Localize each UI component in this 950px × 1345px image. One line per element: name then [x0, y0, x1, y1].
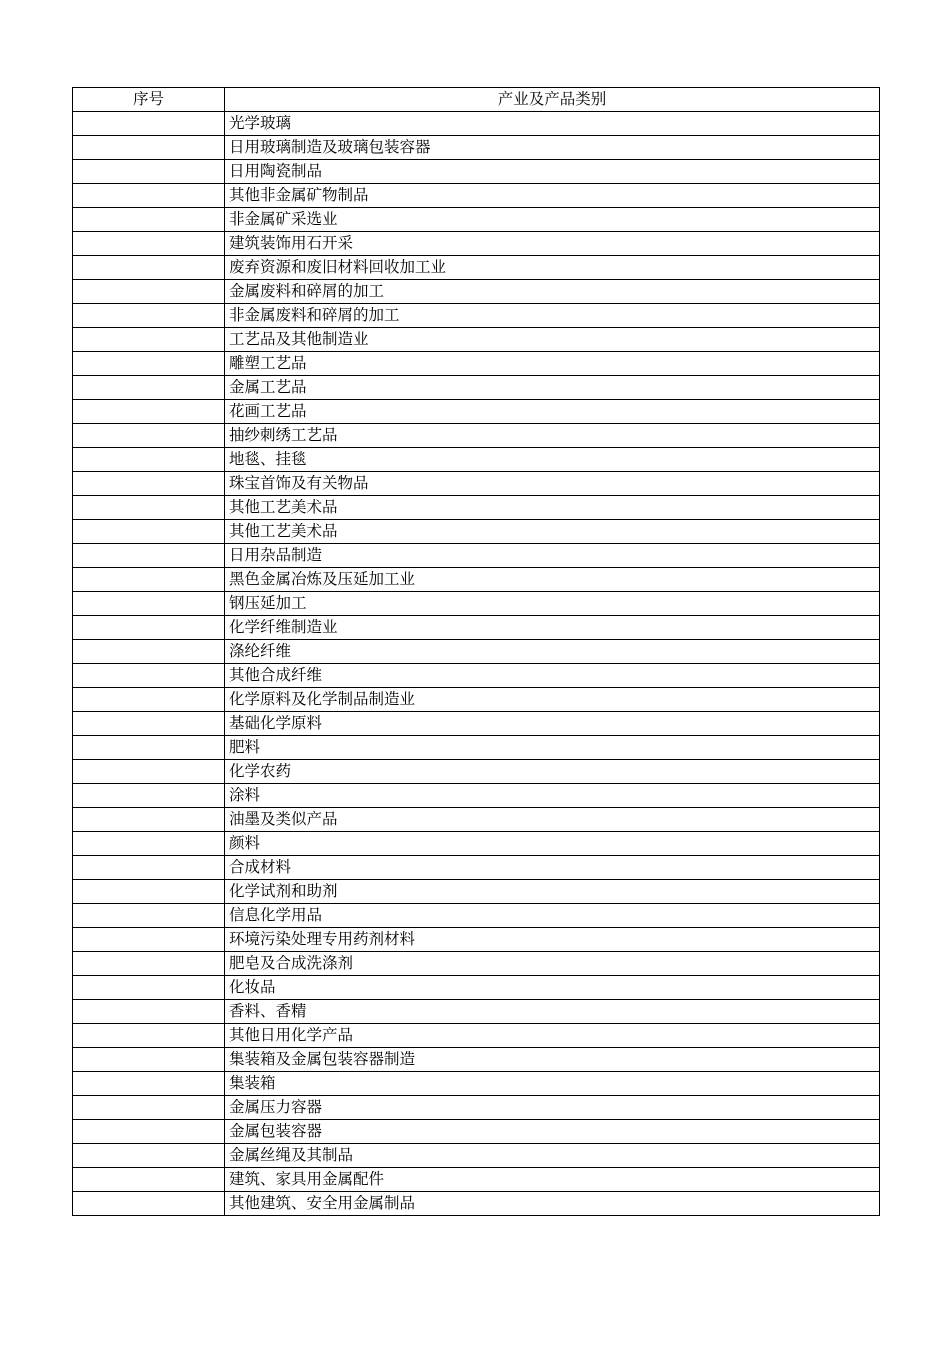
serial-number-cell: [73, 232, 225, 256]
serial-number-cell: [73, 928, 225, 952]
serial-number-cell: [73, 976, 225, 1000]
category-cell: 涂料: [225, 784, 880, 808]
category-cell: 光学玻璃: [225, 112, 880, 136]
table-row: [73, 400, 880, 424]
serial-number-cell: [73, 1192, 225, 1216]
category-cell: 化学纤维制造业: [225, 616, 880, 640]
table-row: [73, 304, 880, 328]
table-row: [73, 760, 880, 784]
table-row: [73, 328, 880, 352]
table-row: [73, 280, 880, 304]
category-cell: 集装箱及金属包装容器制造: [225, 1048, 880, 1072]
table-row: [73, 640, 880, 664]
category-cell: 珠宝首饰及有关物品: [225, 472, 880, 496]
category-cell: 油墨及类似产品: [225, 808, 880, 832]
category-cell: 金属压力容器: [225, 1096, 880, 1120]
category-cell: 化学原料及化学制品制造业: [225, 688, 880, 712]
table-row: [73, 1072, 880, 1096]
category-cell: 抽纱刺绣工艺品: [225, 424, 880, 448]
category-cell: 雕塑工艺品: [225, 352, 880, 376]
serial-number-cell: [73, 784, 225, 808]
header-serial-number: 序号: [73, 88, 225, 112]
category-cell: 非金属矿采选业: [225, 208, 880, 232]
table-row: [73, 544, 880, 568]
serial-number-cell: [73, 568, 225, 592]
category-cell: 日用杂品制造: [225, 544, 880, 568]
serial-number-cell: [73, 760, 225, 784]
category-cell: 其他工艺美术品: [225, 496, 880, 520]
table-row: [73, 568, 880, 592]
category-cell: 金属丝绳及其制品: [225, 1144, 880, 1168]
serial-number-cell: [73, 736, 225, 760]
category-cell: 基础化学原料: [225, 712, 880, 736]
table-row: [73, 712, 880, 736]
table-row: [73, 112, 880, 136]
serial-number-cell: [73, 1120, 225, 1144]
serial-number-cell: [73, 904, 225, 928]
serial-number-cell: [73, 1048, 225, 1072]
category-cell: 钢压延加工: [225, 592, 880, 616]
serial-number-cell: [73, 352, 225, 376]
serial-number-cell: [73, 688, 225, 712]
table-row: [73, 808, 880, 832]
table-row: [73, 1000, 880, 1024]
serial-number-cell: [73, 184, 225, 208]
table-row: [73, 496, 880, 520]
serial-number-cell: [73, 1024, 225, 1048]
category-cell: 香料、香精: [225, 1000, 880, 1024]
category-cell: 花画工艺品: [225, 400, 880, 424]
category-cell: 其他日用化学产品: [225, 1024, 880, 1048]
table-row: [73, 208, 880, 232]
table-body: [73, 112, 880, 1216]
category-cell: 建筑装饰用石开采: [225, 232, 880, 256]
category-cell: 日用陶瓷制品: [225, 160, 880, 184]
serial-number-cell: [73, 448, 225, 472]
header-row: [73, 88, 880, 112]
category-cell: 其他建筑、安全用金属制品: [225, 1192, 880, 1216]
serial-number-cell: [73, 856, 225, 880]
category-cell: 化学农药: [225, 760, 880, 784]
category-cell: 工艺品及其他制造业: [225, 328, 880, 352]
category-cell: 其他合成纤维: [225, 664, 880, 688]
table-row: [73, 1024, 880, 1048]
table-row: [73, 1120, 880, 1144]
serial-number-cell: [73, 880, 225, 904]
serial-number-cell: [73, 544, 225, 568]
category-cell: 其他非金属矿物制品: [225, 184, 880, 208]
category-cell: 信息化学用品: [225, 904, 880, 928]
table-row: [73, 856, 880, 880]
table-row: [73, 1192, 880, 1216]
table-row: [73, 976, 880, 1000]
category-cell: 肥皂及合成洗涤剂: [225, 952, 880, 976]
category-cell: 化妆品: [225, 976, 880, 1000]
table-row: [73, 592, 880, 616]
category-cell: 肥料: [225, 736, 880, 760]
category-cell: 合成材料: [225, 856, 880, 880]
category-cell: 颜料: [225, 832, 880, 856]
table-row: [73, 136, 880, 160]
category-cell: 环境污染处理专用药剂材料: [225, 928, 880, 952]
table-row: [73, 664, 880, 688]
serial-number-cell: [73, 952, 225, 976]
serial-number-cell: [73, 664, 225, 688]
serial-number-cell: [73, 832, 225, 856]
serial-number-cell: [73, 304, 225, 328]
table-row: [73, 904, 880, 928]
serial-number-cell: [73, 592, 225, 616]
table-row: [73, 1144, 880, 1168]
table-row: [73, 1096, 880, 1120]
table-row: [73, 232, 880, 256]
table-row: [73, 928, 880, 952]
category-cell: 日用玻璃制造及玻璃包装容器: [225, 136, 880, 160]
serial-number-cell: [73, 208, 225, 232]
serial-number-cell: [73, 640, 225, 664]
serial-number-cell: [73, 376, 225, 400]
category-cell: 金属废料和碎屑的加工: [225, 280, 880, 304]
serial-number-cell: [73, 1072, 225, 1096]
table-row: [73, 448, 880, 472]
serial-number-cell: [73, 136, 225, 160]
table-row: [73, 952, 880, 976]
serial-number-cell: [73, 808, 225, 832]
category-cell: 涤纶纤维: [225, 640, 880, 664]
table-row: [73, 1168, 880, 1192]
serial-number-cell: [73, 1168, 225, 1192]
category-cell: 黑色金属冶炼及压延加工业: [225, 568, 880, 592]
header-category: 产业及产品类别: [225, 88, 880, 112]
table-row: [73, 376, 880, 400]
serial-number-cell: [73, 400, 225, 424]
category-cell: 金属工艺品: [225, 376, 880, 400]
serial-number-cell: [73, 1144, 225, 1168]
serial-number-cell: [73, 256, 225, 280]
serial-number-cell: [73, 616, 225, 640]
category-cell: 金属包装容器: [225, 1120, 880, 1144]
table-row: [73, 160, 880, 184]
table-row: [73, 784, 880, 808]
table-row: [73, 352, 880, 376]
serial-number-cell: [73, 1000, 225, 1024]
serial-number-cell: [73, 328, 225, 352]
serial-number-cell: [73, 520, 225, 544]
category-cell: 化学试剂和助剂: [225, 880, 880, 904]
table-row: [73, 736, 880, 760]
table-row: [73, 424, 880, 448]
category-cell: 建筑、家具用金属配件: [225, 1168, 880, 1192]
serial-number-cell: [73, 472, 225, 496]
serial-number-cell: [73, 424, 225, 448]
serial-number-cell: [73, 496, 225, 520]
table-row: [73, 520, 880, 544]
category-cell: 地毯、挂毯: [225, 448, 880, 472]
table-row: [73, 256, 880, 280]
category-cell: 非金属废料和碎屑的加工: [225, 304, 880, 328]
category-cell: 废弃资源和废旧材料回收加工业: [225, 256, 880, 280]
category-table: [72, 87, 880, 1216]
table-row: [73, 688, 880, 712]
serial-number-cell: [73, 160, 225, 184]
table-row: [73, 1048, 880, 1072]
table-row: [73, 616, 880, 640]
serial-number-cell: [73, 112, 225, 136]
table-row: [73, 832, 880, 856]
serial-number-cell: [73, 1096, 225, 1120]
table-row: [73, 184, 880, 208]
table-row: [73, 880, 880, 904]
table-row: [73, 472, 880, 496]
category-cell: 集装箱: [225, 1072, 880, 1096]
category-cell: 其他工艺美术品: [225, 520, 880, 544]
serial-number-cell: [73, 712, 225, 736]
serial-number-cell: [73, 280, 225, 304]
